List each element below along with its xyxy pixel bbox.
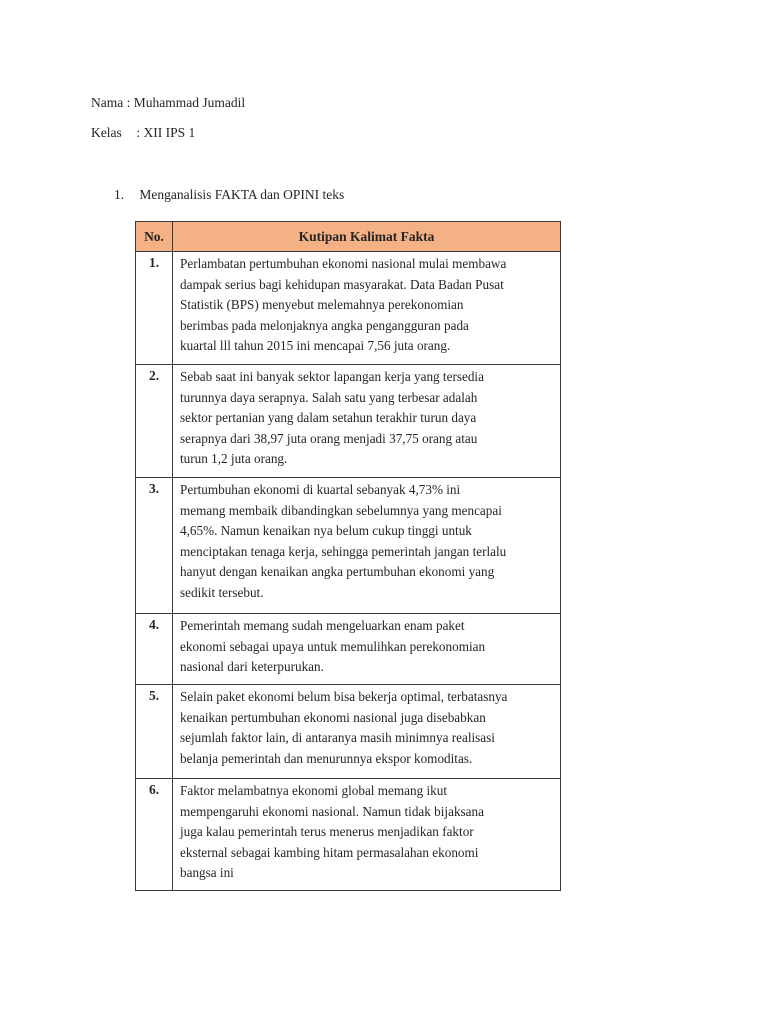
fact-quote-table <box>135 221 561 891</box>
fact-quote-line: eksternal sebagai kambing hitam permasalahan ekonomi <box>180 844 479 860</box>
table-row <box>136 478 561 614</box>
fact-quote-line: berimbas pada melonjaknya angka pengangguran pada <box>180 317 469 333</box>
section-number: 1. <box>114 187 125 202</box>
fact-quote-line: Perlambatan pertumbuhan ekonomi nasional mulai membawa <box>180 256 507 271</box>
fact-quote-line: turunnya daya serapnya. Salah satu yang terbesar adalah <box>180 389 478 405</box>
fact-quote-line: dampak serius bagi kehidupan masyarakat. Data Badan Pusat <box>180 276 504 292</box>
fact-quote-line: Pemerintah memang sudah mengeluarkan enam paket <box>180 618 465 633</box>
fact-quote-line: Pertumbuhan ekonomi di kuartal sebanyak 4,73% ini <box>180 482 461 497</box>
student-class: XII IPS 1 <box>143 125 196 140</box>
fact-quote-cell <box>173 365 561 478</box>
fact-quote-line: nasional dari keterpurukan. <box>180 659 324 674</box>
fact-quote-line: ekonomi sebagai upaya untuk memulihkan perekonomian <box>180 638 486 654</box>
fact-quote-line: menciptakan tenaga kerja, sehingga pemerintah jangan terlalu <box>180 543 507 559</box>
fact-quote-line: serapnya dari 38,97 juta orang menjadi 37,75 orang atau <box>180 430 478 446</box>
fact-quote-line: mempengaruhi ekonomi nasional. Namun tidak bijaksana <box>180 803 484 819</box>
student-name-line <box>91 95 245 111</box>
class-label: Kelas <box>91 125 122 140</box>
student-class-line <box>91 125 195 141</box>
fact-quote-line: memang membaik dibandingkan sebelumnya yang mencapai <box>180 502 502 518</box>
fact-quote-line: juga kalau pemerintah terus menerus menjadikan faktor <box>180 824 474 839</box>
fact-quote-cell <box>173 252 561 365</box>
fact-quote-line: sedikit tersebut. <box>180 584 264 600</box>
table-row <box>136 614 561 685</box>
table-row <box>136 779 561 891</box>
row-number: 5. <box>136 685 173 779</box>
fact-quote-cell <box>173 685 561 779</box>
row-number: 4. <box>136 614 173 685</box>
fact-quote-line: Sebab saat ini banyak sektor lapangan kerja yang tersedia <box>180 369 484 384</box>
table-row <box>136 685 561 779</box>
section-heading <box>114 187 344 203</box>
fact-quote-line: belanja pemerintah dan menurunnya ekspor komoditas. <box>180 750 473 766</box>
header-quote: Kutipan Kalimat Fakta <box>173 222 561 252</box>
fact-quote-line: Selain paket ekonomi belum bisa bekerja optimal, terbatasnya <box>180 689 508 704</box>
fact-quote-line: sektor pertanian yang dalam setahun terakhir turun daya <box>180 410 477 425</box>
name-label: Nama : <box>91 95 131 110</box>
fact-quote-line: kenaikan pertumbuhan ekonomi nasional juga disebabkan <box>180 709 486 725</box>
header-no: No. <box>136 222 173 252</box>
class-separator: : <box>136 125 141 140</box>
fact-quote-line: Faktor melambatnya ekonomi global memang ikut <box>180 783 447 798</box>
table-row <box>136 252 561 365</box>
fact-quote-line: sejumlah faktor lain, di antaranya masih minimnya realisasi <box>180 730 495 745</box>
table-body <box>136 252 561 891</box>
fact-quote-cell <box>173 779 561 891</box>
row-number: 2. <box>136 365 173 478</box>
fact-quote-line: Statistik (BPS) menyebut melemahnya perekonomian <box>180 297 464 312</box>
row-number: 3. <box>136 478 173 614</box>
row-number: 6. <box>136 779 173 891</box>
fact-quote-line: kuartal lll tahun 2015 ini mencapai 7,56 juta orang. <box>180 338 451 353</box>
fact-quote-line: 4,65%. Namun kenaikan nya belum cukup tinggi untuk <box>180 523 472 538</box>
fact-quote-cell <box>173 614 561 685</box>
row-number: 1. <box>136 252 173 365</box>
fact-quote-line: turun 1,2 juta orang. <box>180 451 288 466</box>
student-name: Muhammad Jumadil <box>133 95 246 110</box>
fact-quote-cell <box>173 478 561 614</box>
fact-quote-line: hanyut dengan kenaikan angka pertumbuhan ekonomi yang <box>180 564 495 579</box>
table-row <box>136 365 561 478</box>
fact-quote-line: bangsa ini <box>180 865 234 880</box>
table-header-row <box>136 222 561 252</box>
section-title: Menganalisis FAKTA dan OPINI teks <box>139 187 345 202</box>
